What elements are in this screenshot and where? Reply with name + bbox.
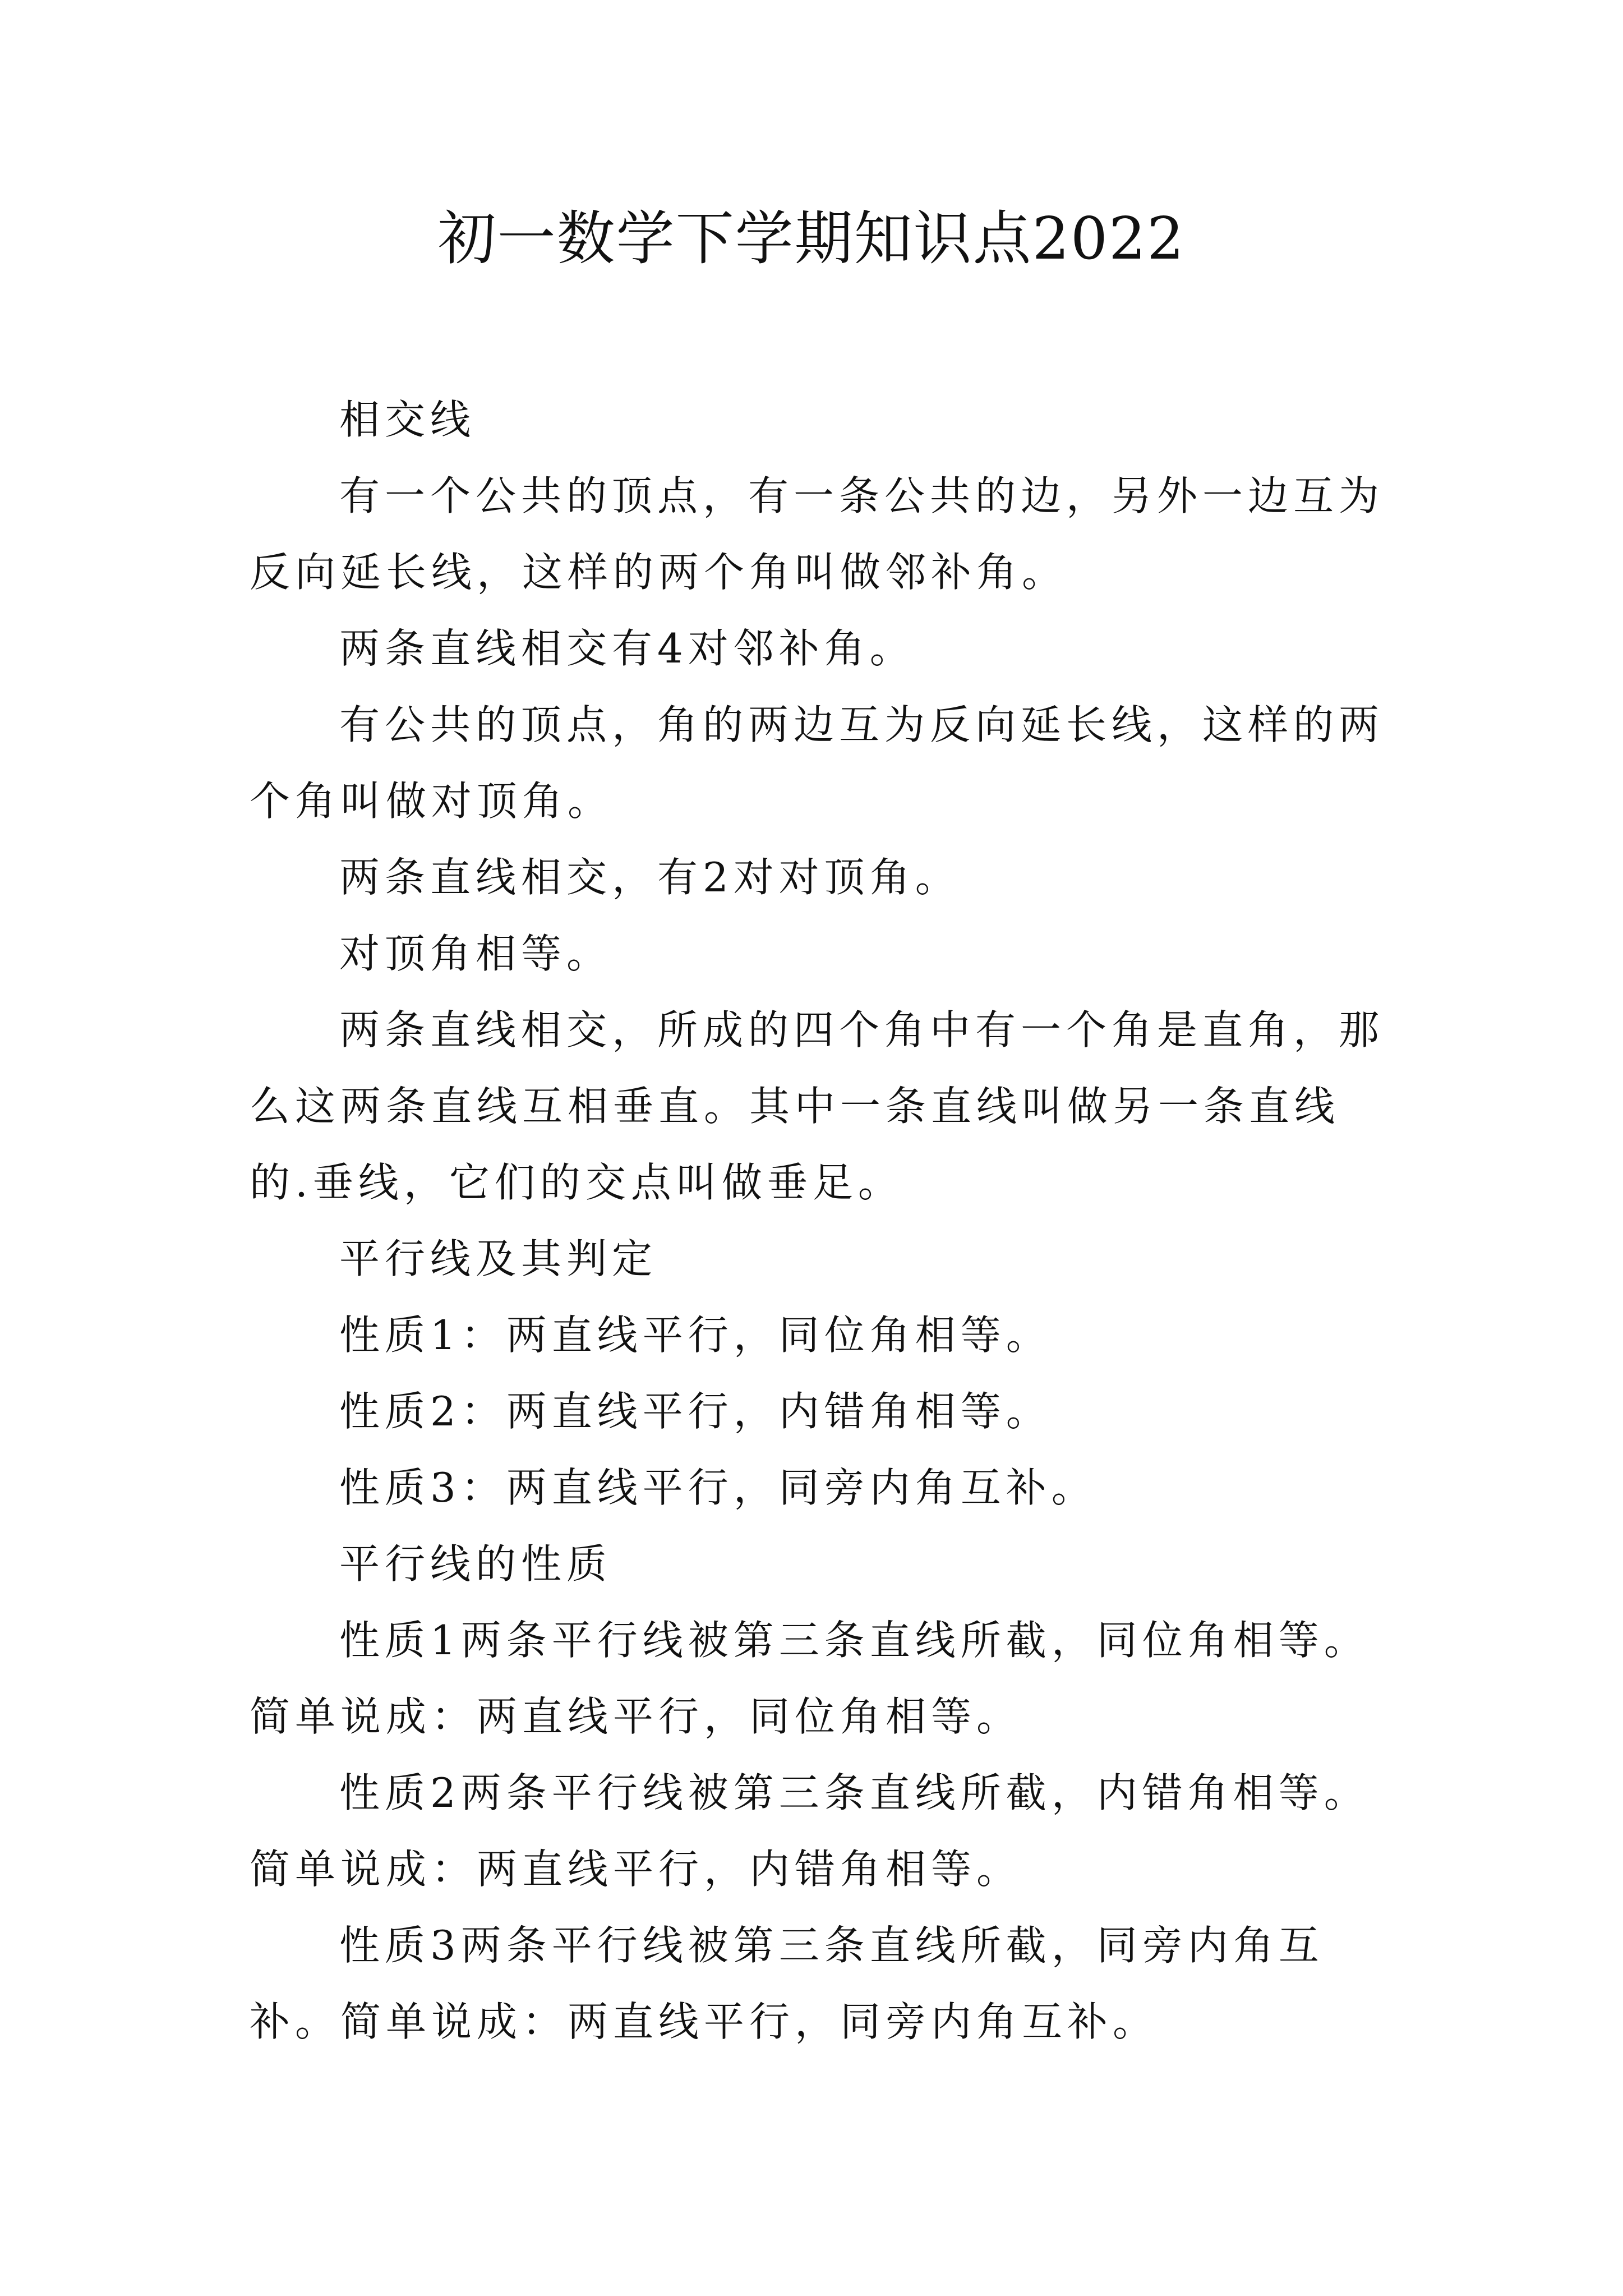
paragraph-adjacent-supplementary-definition: 有一个公共的顶点，有一条公共的边，另外一边互为反向延长线，这样的两个角叫做邻补角。 — [250, 472, 1385, 596]
paragraph-perpendicular-definition: 两条直线相交，所成的四个角中有一个角是直角，那么这两条直线互相垂直。其中一条直线叫做另一条直线的.垂线，它们的交点叫做垂足。 — [250, 1006, 1385, 1206]
paragraph-property-1-short: 性质1：两直线平行，同位角相等。 — [339, 1312, 1052, 1359]
paragraph-property-3-short: 性质3：两直线平行，同旁内角互补。 — [339, 1464, 1097, 1511]
heading-intersecting-lines: 相交线 — [339, 396, 476, 443]
heading-parallel-lines-criteria: 平行线及其判定 — [339, 1235, 658, 1282]
paragraph-vertical-angles-count: 两条直线相交，有2对对顶角。 — [339, 854, 961, 901]
paragraph-property-2-short: 性质2：两直线平行，内错角相等。 — [339, 1388, 1052, 1435]
paragraph-vertical-angles-definition: 有公共的顶点，角的两边互为反向延长线，这样的两个角叫做对顶角。 — [250, 701, 1385, 825]
paragraph-property-1-full: 性质1两条平行线被第三条直线所截，同位角相等。简单说成：两直线平行，同位角相等。 — [250, 1617, 1370, 1740]
document-title: 初一数学下学期知识点2022 — [437, 204, 1186, 273]
heading-parallel-lines-properties: 平行线的性质 — [339, 1540, 612, 1588]
paragraph-property-2-full: 性质2两条平行线被第三条直线所截，内错角相等。简单说成：两直线平行，内错角相等。 — [250, 1769, 1370, 1893]
document-body — [250, 381, 1399, 2060]
paragraph-adjacent-supplementary-count: 两条直线相交有4对邻补角。 — [339, 625, 915, 672]
paragraph-property-3-full: 性质3两条平行线被第三条直线所截，同旁内角互补。简单说成：两直线平行，同旁内角互补。 — [250, 1922, 1324, 2045]
paragraph-vertical-angles-equal: 对顶角相等。 — [339, 930, 612, 977]
